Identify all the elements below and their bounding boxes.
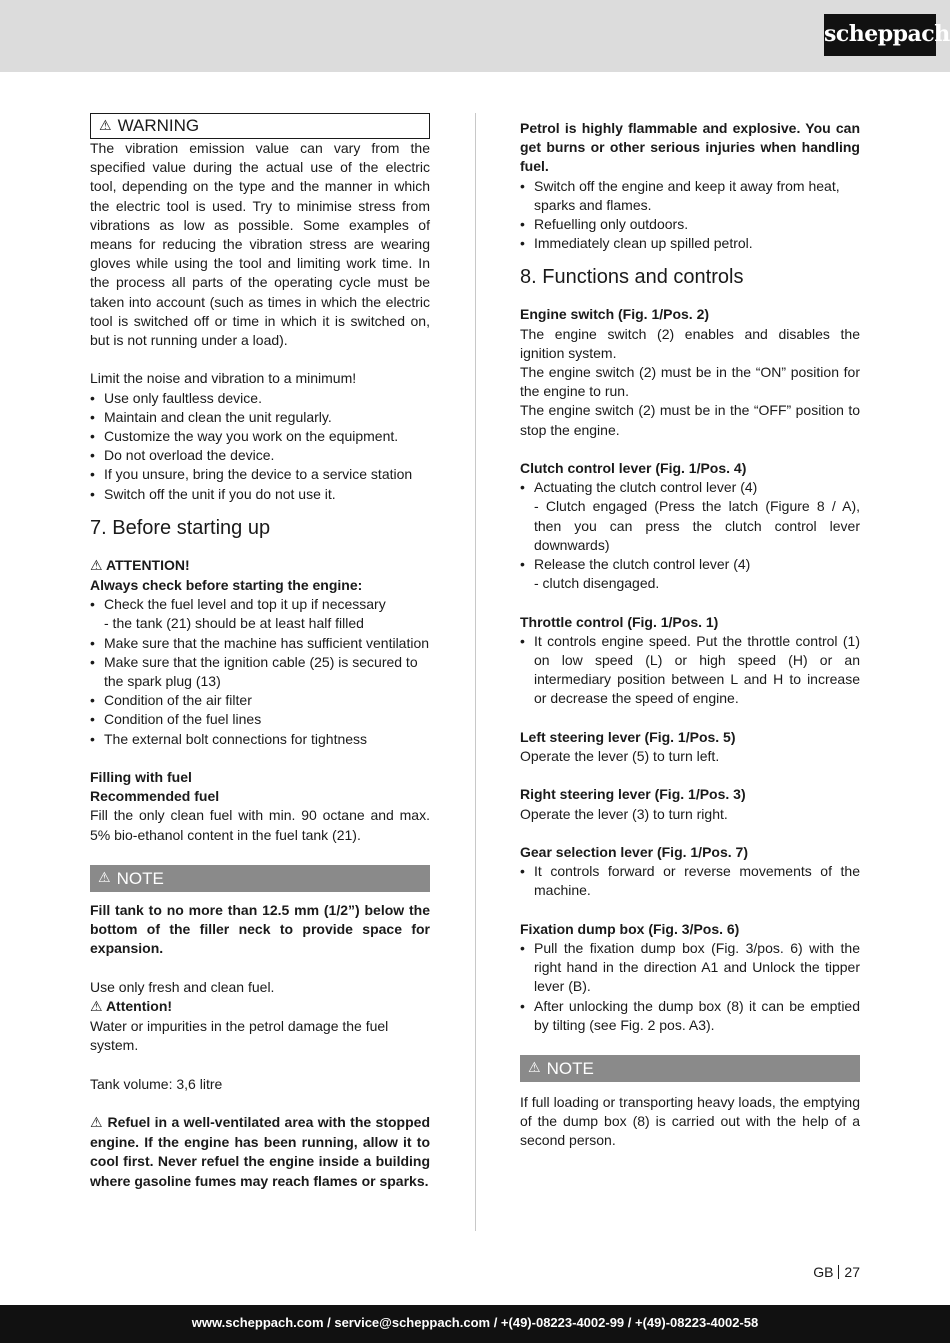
right-steering-text: Operate the lever (3) to turn right.: [520, 805, 728, 822]
throttle-list: [520, 632, 860, 709]
list-subitem: - clutch disengaged.: [534, 575, 660, 592]
engine-switch-text-2: The engine switch (2) must be in the “ON” position for the engine to run.: [520, 364, 860, 400]
list-item: • Use only faultless device.: [90, 389, 430, 408]
list-item: • Make sure that the ignition cable (25) is secured to the spark plug (13): [90, 653, 430, 691]
list-item: • Customize the way you work on the equipment.: [90, 427, 430, 446]
filling-heading: Filling with fuel: [90, 769, 192, 786]
warning-icon: ⚠: [99, 118, 112, 134]
always-check-heading: Always check before starting the engine:: [90, 577, 363, 594]
list-item: • Condition of the fuel lines: [90, 710, 430, 729]
warning-box: [90, 113, 430, 139]
list-item: • If you unsure, bring the device to a service station: [90, 465, 430, 484]
list-item: • Switch off the unit if you do not use it.: [90, 485, 430, 504]
attention-label: ⚠ Attention!: [90, 997, 173, 1015]
warning-icon: ⚠: [90, 998, 103, 1015]
list-item: • It controls engine speed. Put the throttle control (1) on low speed (L) or high speed (H) or an intermediary position between L and H to increase or decrease the speed of engine.: [520, 632, 860, 709]
header-bar: [0, 0, 950, 72]
left-steering-text: Operate the lever (5) to turn left.: [520, 748, 720, 765]
page-lang: GB: [813, 1264, 834, 1280]
limit-noise-text: Limit the noise and vibration to a minimum!: [90, 370, 357, 387]
left-steering-heading: Left steering lever (Fig. 1/Pos. 5): [520, 728, 736, 745]
list-item: • Condition of the air filter: [90, 691, 430, 710]
footer-bar: [0, 1305, 950, 1343]
page-number: [813, 1264, 860, 1280]
list-item: • Release the clutch control lever (4) - clutch disengaged.: [520, 555, 860, 593]
list-item: • Actuating the clutch control lever (4) - Clutch engaged (Press the latch (Figure 8 / A), then you can press the clutch control lever downwards): [520, 478, 860, 555]
right-column: [520, 113, 860, 1151]
engine-switch-text-1: The engine switch (2) enables and disables the ignition system.: [520, 325, 860, 361]
refuel-warning: ⚠ Refuel in a well-ventilated area with the stopped engine. If the engine has been running, allow it to cool first. Never refuel the engine inside a building where gasoline fumes may reach flames or sparks.: [90, 1114, 430, 1189]
list-subitem: - the tank (21) should be at least half filled: [104, 615, 364, 632]
brand-logo: scheppach: [824, 14, 936, 56]
warning-text: The vibration emission value can vary from the specified value during the actual use of the electric tool, depending on the type and the manner in which the electric tool is used. Try to minimise stress from vibrations as low as possible. Some examples of means for reducing the vibration stress are wearing gloves while using the tool and limiting work time. In the process all parts of the operating cycle must be taken into account (such as times in which the electric tool is switched off or time in which it is switched on, but is not running under a load).: [90, 140, 430, 349]
page-num: 27: [844, 1264, 860, 1280]
list-item: • Immediately clean up spilled petrol.: [520, 234, 860, 253]
note-title: NOTE: [546, 1059, 594, 1079]
water-text: Water or impurities in the petrol damage the fuel system.: [90, 1018, 389, 1054]
left-column: [90, 113, 430, 1191]
clutch-heading: Clutch control lever (Fig. 1/Pos. 4): [520, 460, 747, 477]
list-item: • Check the fuel level and top it up if necessary - the tank (21) should be at least half filled: [90, 595, 430, 633]
note-bold-text: Fill tank to no more than 12.5 mm (1/2”) below the bottom of the filler neck to provide space for expansion.: [90, 901, 430, 957]
fill-text: Fill the only clean fuel with min. 90 octane and max. 5% bio-ethanol content in the fuel tank (21).: [90, 807, 430, 843]
fresh-fuel-text: Use only fresh and clean fuel.: [90, 978, 275, 995]
list-item: • Make sure that the machine has sufficient ventilation: [90, 634, 430, 653]
petrol-list: [520, 177, 860, 254]
section-8-title: 8. Functions and controls: [520, 266, 744, 289]
tank-volume: Tank volume: 3,6 litre: [90, 1075, 223, 1092]
list-item: • Pull the fixation dump box (Fig. 3/pos. 6) with the right hand in the direction A1 and Unlock the tipper lever (B).: [520, 939, 860, 997]
gear-list: [520, 862, 860, 900]
noise-list: [90, 389, 430, 504]
list-item: • Refuelling only outdoors.: [520, 215, 860, 234]
list-item: • Maintain and clean the unit regularly.: [90, 408, 430, 427]
section-7-title: 7. Before starting up: [90, 516, 271, 539]
throttle-heading: Throttle control (Fig. 1/Pos. 1): [520, 613, 719, 630]
list-subitem: - Clutch engaged (Press the latch (Figure 8 / A), then you can press the clutch control lever downwards): [534, 498, 860, 553]
list-item: • The external bolt connections for tightness: [90, 730, 430, 749]
right-steering-heading: Right steering lever (Fig. 1/Pos. 3): [520, 786, 746, 803]
engine-switch-text-3: The engine switch (2) must be in the “OFF” position to stop the engine.: [520, 402, 860, 438]
note-title: NOTE: [116, 868, 164, 888]
list-item: • After unlocking the dump box (8) it can be emptied by tilting (see Fig. 2 pos. A3).: [520, 997, 860, 1035]
petrol-warning: Petrol is highly flammable and explosive. You can get burns or other serious injuries when handling fuel.: [520, 120, 860, 175]
gear-heading: Gear selection lever (Fig. 1/Pos. 7): [520, 844, 748, 861]
attention-heading: ⚠ ATTENTION!: [90, 556, 190, 574]
engine-switch-heading: Engine switch (Fig. 1/Pos. 2): [520, 306, 710, 323]
note-text: If full loading or transporting heavy loads, the emptying of the dump box (8) is carried out with the help of a second person.: [520, 1094, 860, 1149]
warning-icon: ⚠: [90, 557, 103, 574]
note-box: [90, 865, 430, 892]
clutch-list: [520, 478, 860, 593]
list-item: • Switch off the engine and keep it away from heat, sparks and flames.: [520, 177, 860, 215]
dump-list: [520, 939, 860, 1035]
footer-contact: www.scheppach.com / service@scheppach.com / +(49)-08223-4002-99 / +(49)-08223-4002-58: [191, 1315, 759, 1330]
recommended-heading: Recommended fuel: [90, 788, 220, 805]
dump-heading: Fixation dump box (Fig. 3/Pos. 6): [520, 920, 740, 937]
warning-icon: ⚠: [98, 869, 111, 886]
warning-icon: ⚠: [90, 1115, 104, 1132]
column-divider: [475, 113, 476, 1231]
warning-title: WARNING: [117, 116, 200, 135]
warning-icon: ⚠: [528, 1060, 541, 1077]
list-item: • Do not overload the device.: [90, 446, 430, 465]
check-list: [90, 595, 430, 749]
note-box: [520, 1055, 860, 1082]
list-item: • It controls forward or reverse movements of the machine.: [520, 862, 860, 900]
